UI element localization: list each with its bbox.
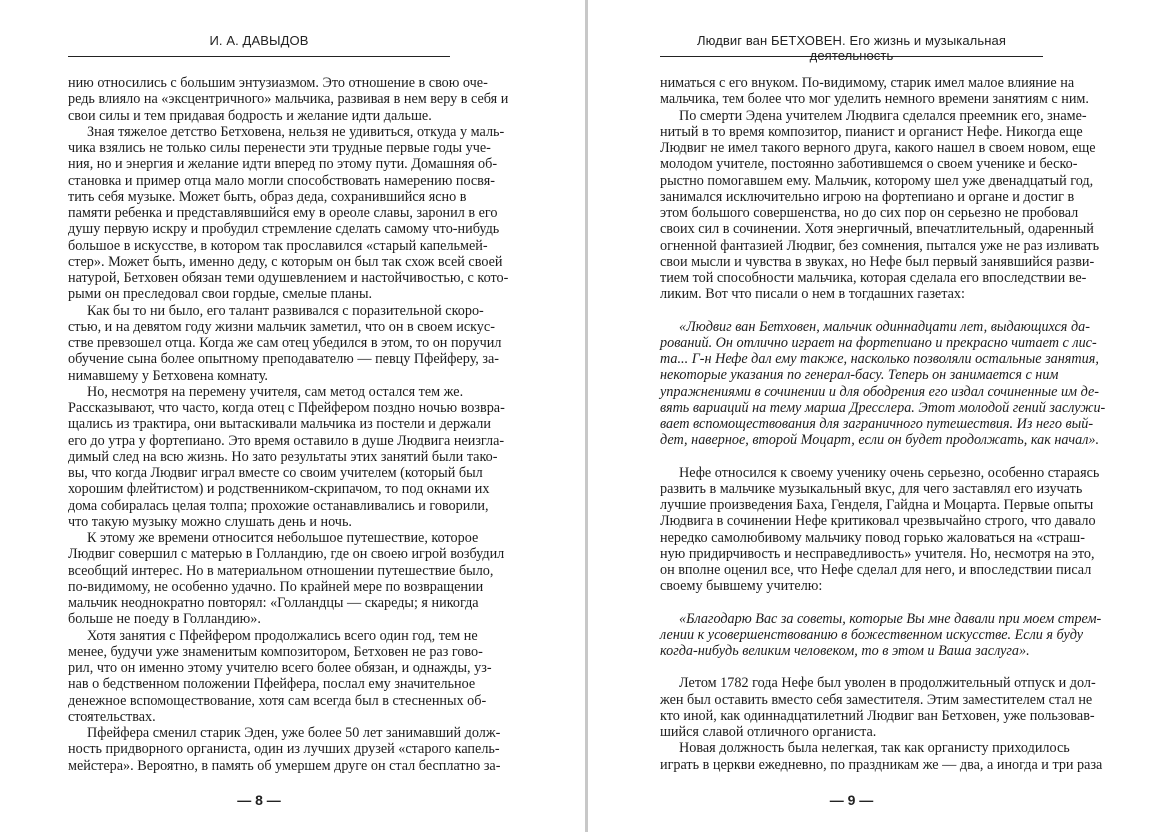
text-line: Хотя занятия с Пфейфером продолжались всего один год, тем не	[87, 627, 478, 644]
quote-line: та... Г-н Нефе дал ему также, насколько позволяли остальные занятия,	[660, 351, 1099, 367]
text-line: тием той способности мальчика, которая сделала его впоследствии ве-	[660, 270, 1087, 286]
text-line: Нефе относился к своему ученику очень серьезно, особенно стараясь	[679, 464, 1100, 481]
text-line: этом большого совершенства, но до сих пор он серьезно не пробовал	[660, 205, 1079, 221]
quote-line: когда-нибудь великим человеком, то в этом и Ваша заслуга».	[660, 643, 1030, 659]
text-line: Людвига в сочинении Нефе критиковал чрезвычайно строго, что давало	[660, 513, 1096, 530]
text-line: рыстно помогавшем ему. Мальчик, которому шел уже двенадцатый год,	[660, 172, 1094, 189]
text-line: шийся славой отличного органиста.	[660, 724, 877, 740]
text-line: по-видимому, не особенно удачно. По крайней мере по возвращении	[68, 578, 484, 595]
text-line: редь влияло на «эксцентричного» мальчика, развивая в нем веру в себя и	[68, 91, 509, 108]
text-line: Людвиг совершил с матерью в Голландию, где он своею игрой возбудил	[68, 546, 505, 563]
text-line: тить себя музыке. Может быть, образ деда, сохранившийся ясно в	[68, 188, 467, 205]
text-line: больше не поеду в Голландию».	[68, 611, 261, 628]
text-line: всеобщий интерес. Но в материальном отношении путешествие было,	[68, 562, 494, 579]
quote-line: лении к усовершенствованию в божественном искусстве. Если я буду	[660, 626, 1084, 643]
quote-line: некоторые указания по генерал-басу. Теперь он занимается с ним	[660, 367, 1059, 384]
text-line: Зная тяжелое детство Бетховена, нельзя не удивиться, откуда у маль-	[87, 123, 505, 140]
text-line: душу первую искру и пробудил стремление сделать самому что-нибудь	[68, 221, 500, 238]
text-line: занимался исключительно игрою на фортепиано и органе и достиг в	[660, 188, 1075, 205]
text-line: Новая должность была нелегкая, так как органисту приходилось	[679, 740, 1070, 757]
text-line: мейстера». Вероятно, в память об умершем друге он стал бесплатно за-	[68, 757, 501, 774]
text-line: димый след на всю жизнь. Но зато результаты этих занятий были тако-	[68, 448, 498, 465]
text-line: становка и пример отца мало могли способствовать намерению посвя-	[68, 172, 495, 189]
text-line: дома собиралась целая толпа; прохожие останавливались и говорили,	[68, 497, 489, 514]
quote-line: вять вариаций на тему марша Дресслера. Этот молодой гений заслужи-	[660, 399, 1106, 416]
text-line: стер». Может быть, именно деду, с которым он был так схож всей своей	[68, 253, 503, 270]
text-line: нав о бедственном положении Пфейфера, послал ему значительное	[68, 676, 476, 693]
text-line: вы, что когда Людвиг играл вместе со своим учителем (который был	[68, 465, 483, 481]
text-line: К этому же времени относится небольшое путешествие, которое	[87, 530, 479, 546]
quote-line: «Людвиг ван Бетховен, мальчик одиннадцати лет, выдающихся да-	[679, 318, 1090, 335]
text-line: свои силы и тем придавая бодрость и желание идти дальше.	[68, 107, 432, 124]
text-line: стью, и на девятом году жизни мальчик заметил, что он в своем искус-	[68, 318, 495, 335]
text-line: нитый в то время композитор, пианист и органист Нефе. Никогда еще	[660, 123, 1083, 140]
text-line: свои мысли и чувства в звуках, но Нефе был первый занявшийся разви-	[660, 253, 1095, 270]
text-line: памяти ребенка и представлявшийся ему в ореоле славы, заронил в его	[68, 205, 498, 221]
text-line: Рассказывают, что часто, когда отец с Пфейфером поздно ночью возвра-	[68, 400, 505, 416]
quote-line: рований. Он отлично играет на фортепиано и прекрасно читает с лис-	[660, 334, 1097, 351]
text-line: ниматься с его внуком. По-видимому, старик имел малое влияние на	[660, 75, 1075, 91]
paragraph-gap	[660, 449, 1043, 465]
text-line: мальчика, тем более что мог уделить немного времени занятиям с ним.	[660, 91, 1089, 108]
text-line: что такую музыку можно слушать день и ночь.	[68, 513, 352, 530]
text-line: рил, что он именно этому учителю всего более обязан, и однажды, уз-	[68, 660, 492, 676]
text-line: его до утра у фортепиано. Это время оставило в душе Людвига неизгла-	[68, 432, 505, 449]
text-line: большое в искусстве, в котором так прославился «старый капельмей-	[68, 237, 488, 254]
text-line: огненной фантазией Людвиг, без сомнения, пытался уже не раз изливать	[660, 237, 1100, 254]
text-line: обучение сына более опытному преподавателю — певцу Пфейферу, за-	[68, 351, 500, 368]
header-rule	[660, 56, 1043, 57]
text-line: ликим. Вот что писали о нем в тогдашних газетах:	[660, 286, 965, 303]
page-number: — 9 —	[829, 792, 874, 808]
text-line: менее, будучи уже знаменитым композитором, Бетховен не раз гово-	[68, 643, 483, 660]
text-line: денежное вспомоществование, хотя сам всегда был в стесненных об-	[68, 692, 487, 709]
text-line: нередко самолюбивому мальчику повод горько жаловаться на «страш-	[660, 529, 1085, 546]
text-line: Летом 1782 года Нефе был уволен в продолжительный отпуск и дол-	[679, 675, 1096, 692]
text-line: своих сил в сочинении. Хотя энергичный, впечатлительный, одаренный	[660, 221, 1094, 238]
text-line: Людвиг не имел такого верного друга, какого нашел в своем новом, еще	[660, 140, 1096, 156]
text-line: лучшие произведения Баха, Генделя, Гайдна и Моцарта. Первые опыты	[660, 497, 1094, 513]
paragraph-gap	[660, 595, 1043, 611]
page-body-text	[660, 75, 1106, 773]
page-body-text	[68, 75, 509, 774]
text-line: своему бывшему учителю:	[660, 578, 823, 595]
text-line: мальчик неоднократно повторял: «Голландцы — скареды; я никогда	[68, 595, 479, 611]
text-line: развить в мальчике музыкальный вкус, для чего заставлял его изучать	[660, 480, 1083, 497]
text-line: ния, но и энергия и желание идти вперед по этому пути. Домашняя об-	[68, 156, 498, 173]
text-line: молодом учителе, постоянно заботившемся о своем ученике и беско-	[660, 156, 1078, 173]
header-rule	[68, 56, 450, 57]
text-line: нию относились с большим энтузиазмом. Это отношение в свою оче-	[68, 75, 488, 91]
text-line: стоятельствах.	[68, 708, 156, 725]
running-head-author: И. А. ДАВЫДОВ	[209, 33, 309, 48]
right-page	[588, 0, 1173, 832]
text-line: рыми он преследовал свои гордые, смелые планы.	[68, 286, 373, 303]
quote-line: вает вспомоществования для заграничного путешествия. Из него вый-	[660, 416, 1094, 432]
paragraph-gap	[660, 659, 1043, 675]
text-line: кто иной, как одиннадцатилетний Людвиг ван Бетховен, уже пользовав-	[660, 707, 1095, 724]
text-line: нимавшему у Бетховена комнату.	[68, 367, 268, 384]
text-line: Но, несмотря на перемену учителя, сам метод остался тем же.	[87, 383, 464, 400]
quote-line: дет, наверное, второй Моцарт, если он будет продолжать, как начал».	[660, 432, 1100, 449]
text-line: натурой, Бетховен обязан теми одушевлением и настойчивостью, с кото-	[68, 270, 509, 286]
text-line: Как бы то ни было, его талант развивался с поразительной скоро-	[87, 302, 484, 319]
text-line: чика взялись не только силы перенести эти трудные первые годы уче-	[68, 140, 491, 156]
page-number: — 8 —	[237, 792, 281, 808]
text-line: играть в церкви ежедневно, по праздникам же — два, а иногда и три раза	[660, 756, 1103, 773]
text-line: хорошим флейтистом) и родственником-скрипачом, то под окнами их	[68, 481, 490, 498]
text-line: По смерти Эдена учителем Людвига сделался преемник его, знаме-	[679, 107, 1087, 124]
text-line: ную придирчивость и несправедливость» учителя. Но, несмотря на это,	[660, 545, 1095, 562]
text-line: жен был оставить вместо себя заместителя. Этим заместителем стал не	[660, 691, 1093, 708]
text-line: щались из трактира, они вытаскивали мальчика из постели и держали	[68, 416, 491, 433]
text-line: стве превзошел отца. Когда же сам отец убедился в этом, то он поручил	[68, 335, 502, 351]
text-line: Пфейфера сменил старик Эден, уже более 50 лет занимавший долж-	[87, 725, 501, 741]
text-line: ность придворного органиста, один из лучших друзей «старого капель-	[68, 741, 500, 758]
quote-line: упражнениями в сочинении и для ободрения его издал сочиненные им де-	[660, 383, 1100, 400]
paragraph-gap	[660, 303, 1043, 319]
left-page	[0, 0, 585, 832]
quote-line: «Благодарю Вас за советы, которые Вы мне давали при моем стрем-	[679, 610, 1102, 627]
text-line: он вполне оценил все, что Нефе сделал для него, и впоследствии писал	[660, 562, 1092, 578]
running-head-title: Людвиг ван БЕТХОВЕН. Его жизнь и музыкальная деятельность	[697, 33, 1006, 63]
